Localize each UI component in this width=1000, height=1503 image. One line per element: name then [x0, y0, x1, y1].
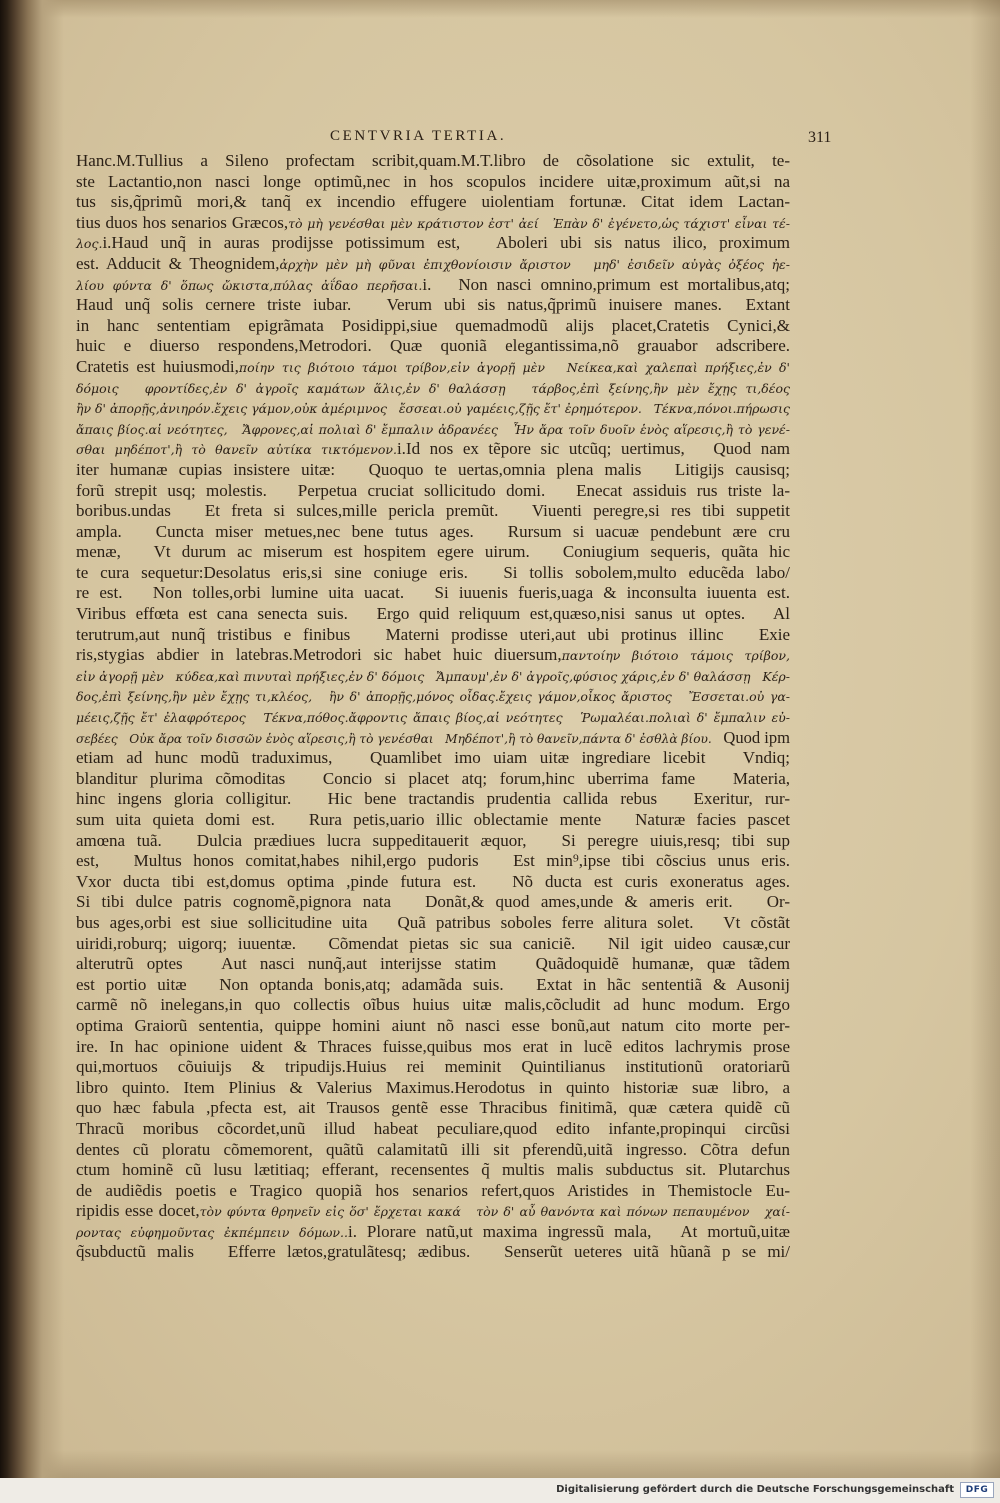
text-line: δος,ἐπὶ ξείνης,ἢν μὲν ἔχῃς τι,κλέος, ἢν δ' ἀπορῇς,μόνος οἶδας.ἔχεις γάμον,οἶκος ἄριστος Ἔσσεται.οὐ γα- — [76, 689, 790, 705]
text-line: q̃subductũ malis Efferre lætos,gratulãtesq; ædibus. Senserũt ueteres uitã hũanã p se mi/ — [76, 1242, 790, 1262]
text-line: Viribus effœta est cana senecta suis. Ergo quid reliquum est,quæso,nisi sanus ut optes. Al — [76, 604, 790, 624]
text-line: libro quinto. Item Plinius & Valerius Maximus.Herodotus in quinto historiæ suæ libro, a — [76, 1077, 790, 1097]
text-line: ire. In hac opinione uident & Thraces fuisse,quibus mos erat in lucẽ editos lachrymis prose — [76, 1036, 790, 1056]
text-line: ste Lactantio,non nasci longe optimũ,nec in hos scopulos incidere uitæ,proximum aũt,si na — [76, 171, 790, 191]
text-line: Haud unq̃ solis cernere triste iubar. Verum ubi sis natus,q̃primũ inuisere manes. Extant — [76, 295, 790, 315]
text-line: de audiẽdis poetis e Tragico quopiã hos senarios refert,quos Aristides in Themistocle Eu- — [76, 1180, 790, 1200]
text-line: Si tibi dulce patris cognomẽ,pignora nata Donãt,& quod ames,unde & ameris erit. Or- — [76, 892, 790, 912]
text-line: iter humanæ cupias insistere uitæ: Quoquo te uertas,omnia plena malis Litigijs causisq; — [76, 459, 790, 479]
text-line: ris,stygias abdier in latebras.Metrodori sic habet huic diuersum,παντοίην βιότοιο τάμοις τρίβον, — [76, 645, 790, 665]
text-line: hinc ingens gloria colligitur. Hic bene tractandis prudentia callida rebus Exeritur, rur- — [76, 789, 790, 809]
text-line: boribus.undas Et freta si sulces,mille pericla premũt. Viuenti peregre,si res tibi suppetit — [76, 501, 790, 521]
text-line: σεβέες Οὐκ ἄρα τοῖν δισσῶν ἑνὸς αἵρεσις,ἢ τὸ γενέσθαι Μηδέποτ',ἢ τὸ θανεῖν,πάντα δ' ἐσθλὰ βίου. Quod ipm — [76, 727, 790, 747]
text-line: menæ, Vt durum ac miserum est hospitem egere uirum. Coniugium sequeris, quãta hic — [76, 542, 790, 562]
text-line: ροντας εὐφημοῦντας ἐκπέμπειν δόμων..i. Plorare natũ,ut maxima ingressũ mala, At mortuũ,uitæ — [76, 1221, 790, 1241]
text-line: est portio uitæ Non optanda bonis,atq; adamãda suis. Extat in hãc sententiã & Ausonij — [76, 974, 790, 994]
footer-bar — [0, 1478, 1000, 1503]
text-line: terutrum,aut nunq̃ tristibus e finibus Materni prodisse uteri,aut ubi protinus illinc Exie — [76, 624, 790, 644]
binding-gutter — [0, 0, 64, 1478]
text-line: Thracũ moribus cõcordet,unũ illud habeat peculiare,quod edito infante,propinqui circũsi — [76, 1118, 790, 1138]
text-line: ἄπαις βίος.αἱ νεότητες, Ἄφρονες,αἱ πολιαὶ δ' ἔμπαλιν ἀδρανέες Ἦν ἄρα τοῖν δυοῖν ἑνὸς αἵρεσις,ἢ τὸ γενέ- — [76, 421, 790, 437]
text-line: tus sis,q̃primũ mori,& tanq̃ ex incendio effugere uiolentiam fortunæ. Citat idem Lactan- — [76, 192, 790, 212]
text-line: sum uita quieta domi est. Rura petis,uario illic oblectamie mente Naturæ facies pascet — [76, 810, 790, 829]
page-right-shadow — [970, 0, 1000, 1478]
running-head: CENTVRIA TERTIA. — [330, 128, 507, 144]
text-block — [76, 151, 790, 1263]
text-line: te cura sequetur:Desolatus eris,si sine coniuge eris. Si tollis sobolem,multo educẽda labo/ — [76, 562, 790, 582]
text-line: amœna tuã. Dulcia prædiues lucra suppeditauerit æquor, Si peregre uiuis,resq; tibi sup — [76, 830, 790, 850]
text-line: in hanc sententiam epigrãmata Posidippi,siue quemadmodũ alijs placet,Cratetis Cynici,& — [76, 315, 790, 335]
text-line: est, Multus honos comitat,habes nihil,ergo pudoris Est min⁹,ipse tibi cõscius unus eris. — [76, 851, 790, 871]
text-line: alterutrũ optes Aut nasci nunq̃,aut interijsse statim Quãdoquidẽ humanæ, quæ tãdem — [76, 954, 790, 974]
text-line: etiam ad hunc modũ traduximus, Quamlibet imo uiam uitæ ingrediare licebit Vndiq; — [76, 748, 790, 768]
text-line: qui,mortuos cõuiuijs & tripudijs.Huius rei meminit Quintilianus institutionũ oratoriarũ — [76, 1057, 790, 1077]
text-line: ἢν δ' ἀπορῇς,ἀνιηρόν.ἔχεις γάμον,οὐκ ἀμέριμνος ἔσσεαι.οὐ γαμέεις,ζῇς ἔτ' ἐρημότερον. Τέκνα,πόνοι.πήρωσις — [76, 401, 790, 417]
text-line: blanditur plurima cõmoditas Concio si placet atq; forum,hinc uberrima fame Materia, — [76, 768, 790, 788]
text-line: uiridi,roburq; uigorq; iuuentæ. Cõmendat pietas sic sua caniciẽ. Nil igit uideo causæ,cur — [76, 933, 790, 953]
text-line: optima Graiorũ sententia, quippe homini aiunt nõ nasci esse bonũ,aut natum cito morte per- — [76, 1015, 790, 1035]
digitization-credit: Digitalisierung gefördert durch die Deutsche Forschungsgemeinschaft — [556, 1484, 954, 1495]
text-line: re est. Non tolles,orbi lumine uita uacat. Si iuuenis fueris,uaga & inconsulta iuuenta est. — [76, 583, 790, 603]
text-line: λίου φύντα δ' ὅπως ὤκιστα,πύλας ἀΐδαο περῆσαι.i. Non nasci omnino,primum est mortalibus,atq; — [76, 274, 790, 294]
text-line: carmẽ nõ inelegans,in quo collectis oĩbus huius uitæ malis,cõcludit ad hunc modum. Ergo — [76, 995, 790, 1015]
text-line: tius duos hos senarios Græcos,τὸ μὴ γενέσθαι μὲν κράτιστον ἐστ' ἀεί Ἐπὰν δ' ἐγένετο,ὡς τάχιστ' εἶναι τέ- — [76, 212, 790, 232]
text-line: σθαι μηδέποτ',ἢ τὸ θανεῖν αὐτίκα τικτόμενον.i.Id nos ex tẽpore sic utcũq; uertimus, Quod nam — [76, 439, 790, 459]
text-line: forũ strepit usq; molestis. Perpetua cruciat sollicitudo domi. Enecat assiduis rus triste la- — [76, 480, 790, 500]
text-line: quo hæc fabula ,pfecta est, ait Trausos gentẽ esse Thracibus finitimã, quæ cætera quidẽ cũ — [76, 1098, 790, 1118]
dfg-logo: DFG — [960, 1482, 994, 1498]
text-line: Hanc.M.Tullius a Sileno profectam scribit,quam.M.T.libro de cõsolatione sic extulit, te- — [76, 151, 790, 170]
text-line: λος.i.Haud unq̃ in auras prodijsse potissimum est, Aboleri ubi sis natus ilico, proximum — [76, 233, 790, 253]
text-line: δόμοις φροντίδες,ἐν δ' ἀγροῖς καμάτων ἅλις,ἐν δ' θαλάσσῃ τάρβος,ἐπὶ ξείνης,ἢν μὲν ἔχῃς τι,δέος — [76, 380, 790, 396]
text-line: Cratetis est huiusmodi,ποίην τις βιότοιο τάμοι τρίβον,εἰν ἀγορῇ μὲν Νείκεα,καὶ χαλεπαὶ πρήξιες,ἐν δ' — [76, 356, 790, 376]
page-bottom-shadow — [0, 1450, 1000, 1478]
text-line: ripidis esse docet,τὸν φύντα θρηνεῖν εἰς ὅσ' ἔρχεται κακά τὸν δ' αὖ θανόντα καὶ πόνων πεπαυμένον χαί- — [76, 1201, 790, 1221]
text-line: est. Adducit & Theognidem,ἀρχὴν μὲν μὴ φῦναι ἐπιχθονίοισιν ἄριστον μηδ' ἐσιδεῖν αὐγὰς ὀξέος ἠε- — [76, 253, 790, 273]
text-line: bus ages,orbi est siue sollicitudine uita Quã patribus soboles ferre alitura solet. Vt cõstãt — [76, 912, 790, 932]
text-line: dentes cũ ploratu cõmemorent, quãtũ calamitatũ illi sit pferendũ,uitã ingresso. Cõtra defun — [76, 1139, 790, 1159]
page-top-shadow — [0, 0, 1000, 18]
text-line: huic e diuerso respondens,Metrodori. Quæ quoniã elegantissima,nõ grauabor adscribere. — [76, 336, 790, 356]
text-line: εἰν ἀγορῇ μὲν κύδεα,καὶ πινυταὶ πρήξιες,ἐν δ' δόμοις Ἄμπαυμ',ἐν δ' ἀγροῖς,φύσιος χάρις,ἐν δ' θαλάσσῃ Κέρ- — [76, 668, 790, 684]
text-line: μέεις,ζῇς ἔτ' ἐλαφρότερος Τέκνα,πόθος.ἄφροντις ἄπαις βίος,αἱ νεότητες Ῥωμαλέαι.πολιαὶ δ' ἔμπαλιν εὐ- — [76, 710, 790, 726]
text-line: ampla. Cuncta miser metues,nec bene tutus ages. Rursum si uacuæ pendebunt ære cru — [76, 521, 790, 541]
text-line: Vxor ducta tibi est,domus optima ,pinde futura est. Nõ ducta est curis exoneratus ages. — [76, 871, 790, 891]
folio-number: 311 — [808, 129, 832, 146]
text-line: ctum hominẽ cũ lusu lætitiaq; efferant, recensentes q̃ multis malis subductus sit. Plutarchus — [76, 1160, 790, 1180]
